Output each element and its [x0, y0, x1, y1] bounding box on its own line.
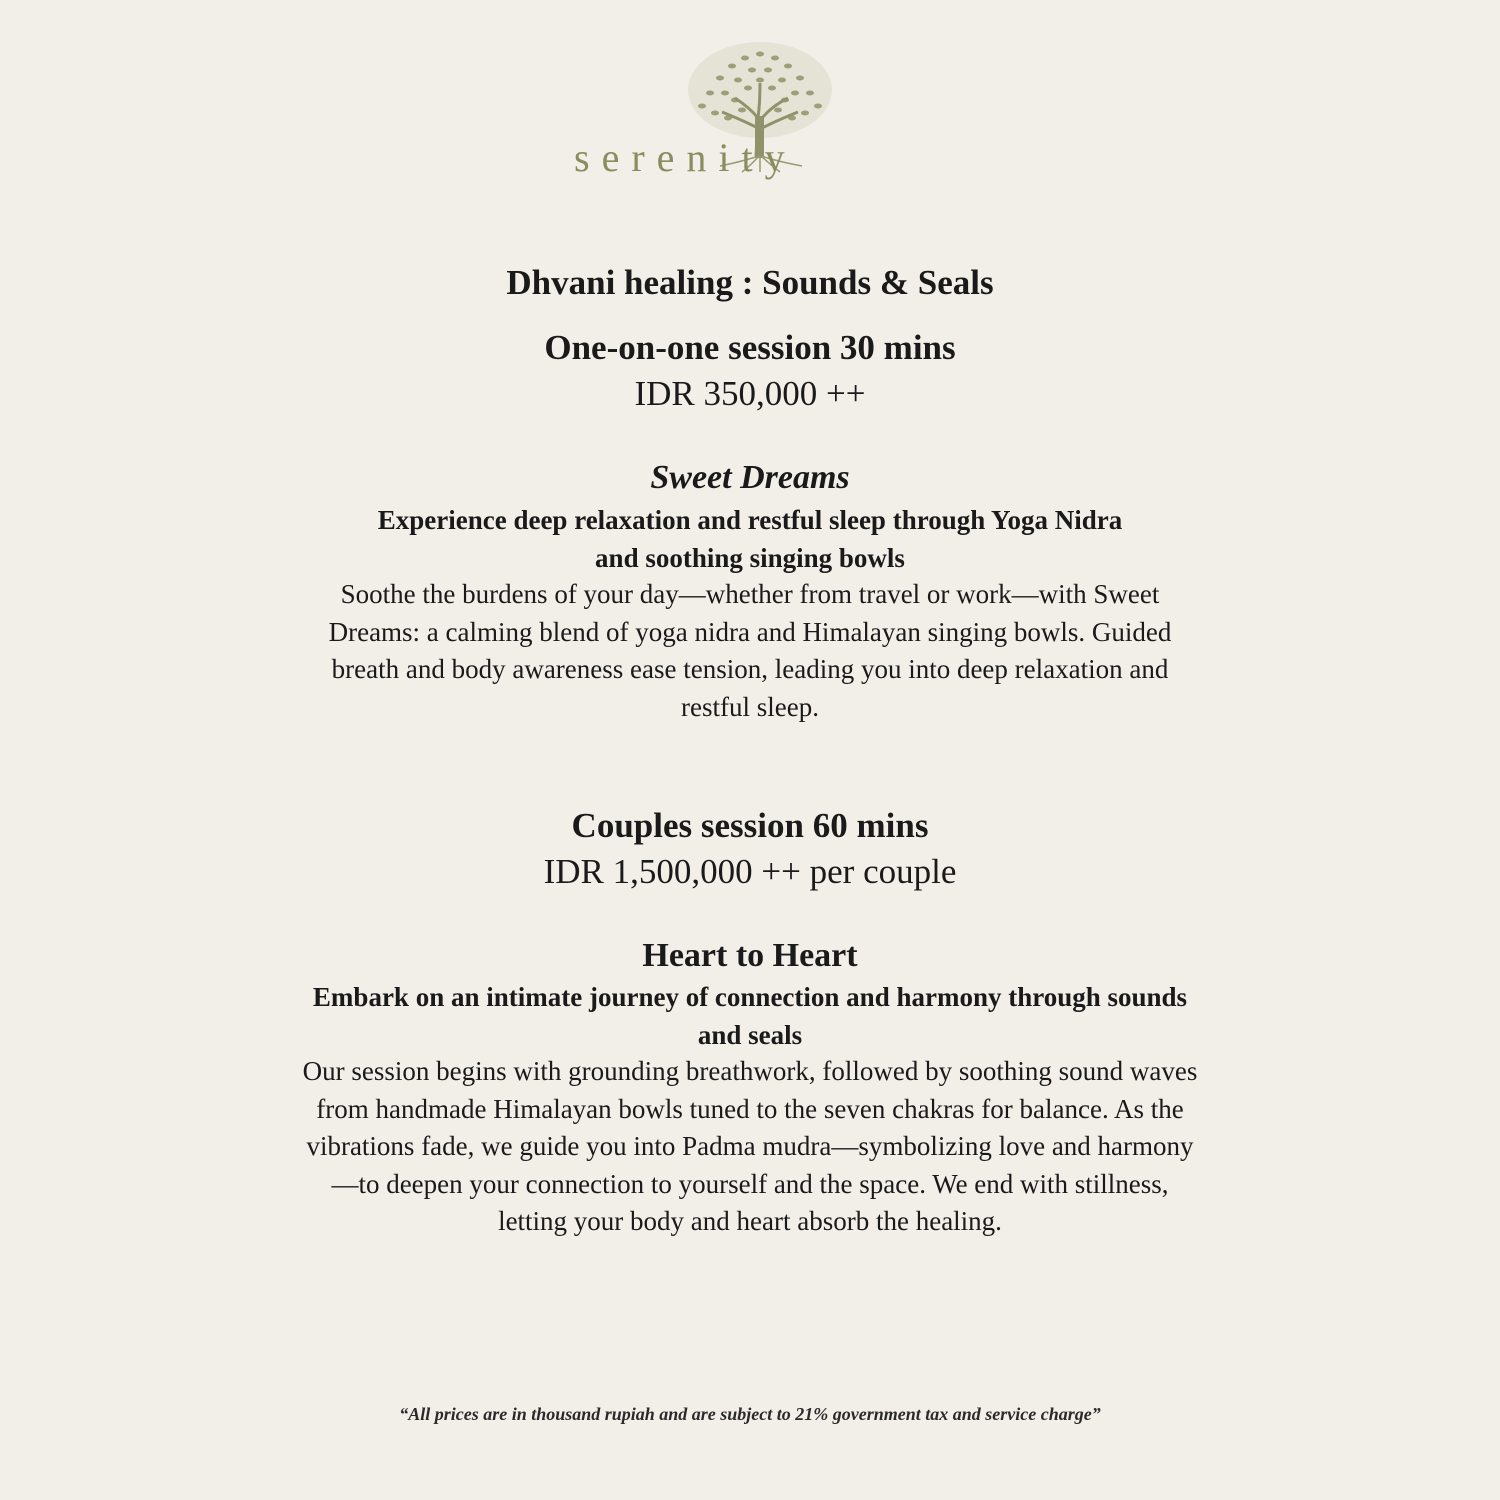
offering-1-price — [0, 372, 1500, 416]
price-footnote — [0, 1403, 1500, 1425]
offering-1-name — [0, 456, 1500, 500]
description-line: Soothe the burdens of your day—whether from travel or work—with Sweet — [340, 579, 1160, 609]
subtitle-line: and soothing singing bowls — [595, 542, 905, 573]
offering-2-description — [0, 1053, 1500, 1241]
offering-1-session — [0, 326, 1500, 370]
description-line: Dreams: a calming blend of yoga nidra and Himalayan singing bowls. Guided — [328, 616, 1172, 647]
description-line: restful sleep. — [681, 691, 819, 722]
description-line: from handmade Himalayan bowls tuned to the seven chakras for balance. As the — [316, 1093, 1184, 1124]
offering-1-description — [0, 576, 1500, 726]
offering-2-name — [0, 934, 1500, 978]
footnote-text: “All prices are in thousand rupiah and are subject to 21% government tax and service charge” — [399, 1404, 1101, 1424]
description-line: breath and body awareness ease tension, leading you into deep relaxation and — [331, 654, 1169, 684]
page-title — [0, 262, 1500, 304]
offering-2-subtitle — [0, 979, 1500, 1054]
description-line: —to deepen your connection to yourself and the space. We end with stillness, — [331, 1168, 1169, 1199]
session-duration: One-on-one session 30 mins — [544, 328, 956, 367]
subtitle-line: Experience deep relaxation and restful sleep through Yoga Nidra — [377, 505, 1123, 535]
treatment-name: Heart to Heart — [642, 937, 858, 974]
offering-2-session — [0, 804, 1500, 848]
offering-1-subtitle — [0, 502, 1500, 577]
session-price: IDR 350,000 ++ — [634, 374, 866, 413]
description-line: Our session begins with grounding breathwork, followed by soothing sound waves — [302, 1056, 1198, 1086]
brand-name: serenity — [574, 135, 797, 180]
treatment-name: Sweet Dreams — [650, 459, 850, 496]
description-line: letting your body and heart absorb the healing. — [498, 1206, 1002, 1236]
brand-logo — [570, 38, 860, 180]
subtitle-line: Embark on an intimate journey of connection and harmony through sounds — [312, 982, 1188, 1012]
page-title-text: Dhvani healing : Sounds & Seals — [506, 263, 994, 302]
offering-2-price — [0, 850, 1500, 894]
subtitle-line: and seals — [697, 1019, 803, 1050]
session-duration: Couples session 60 mins — [571, 806, 929, 845]
session-price: IDR 1,500,000 ++ per couple — [543, 852, 957, 891]
description-line: vibrations fade, we guide you into Padma mudra—symbolizing love and harmony — [306, 1131, 1194, 1161]
